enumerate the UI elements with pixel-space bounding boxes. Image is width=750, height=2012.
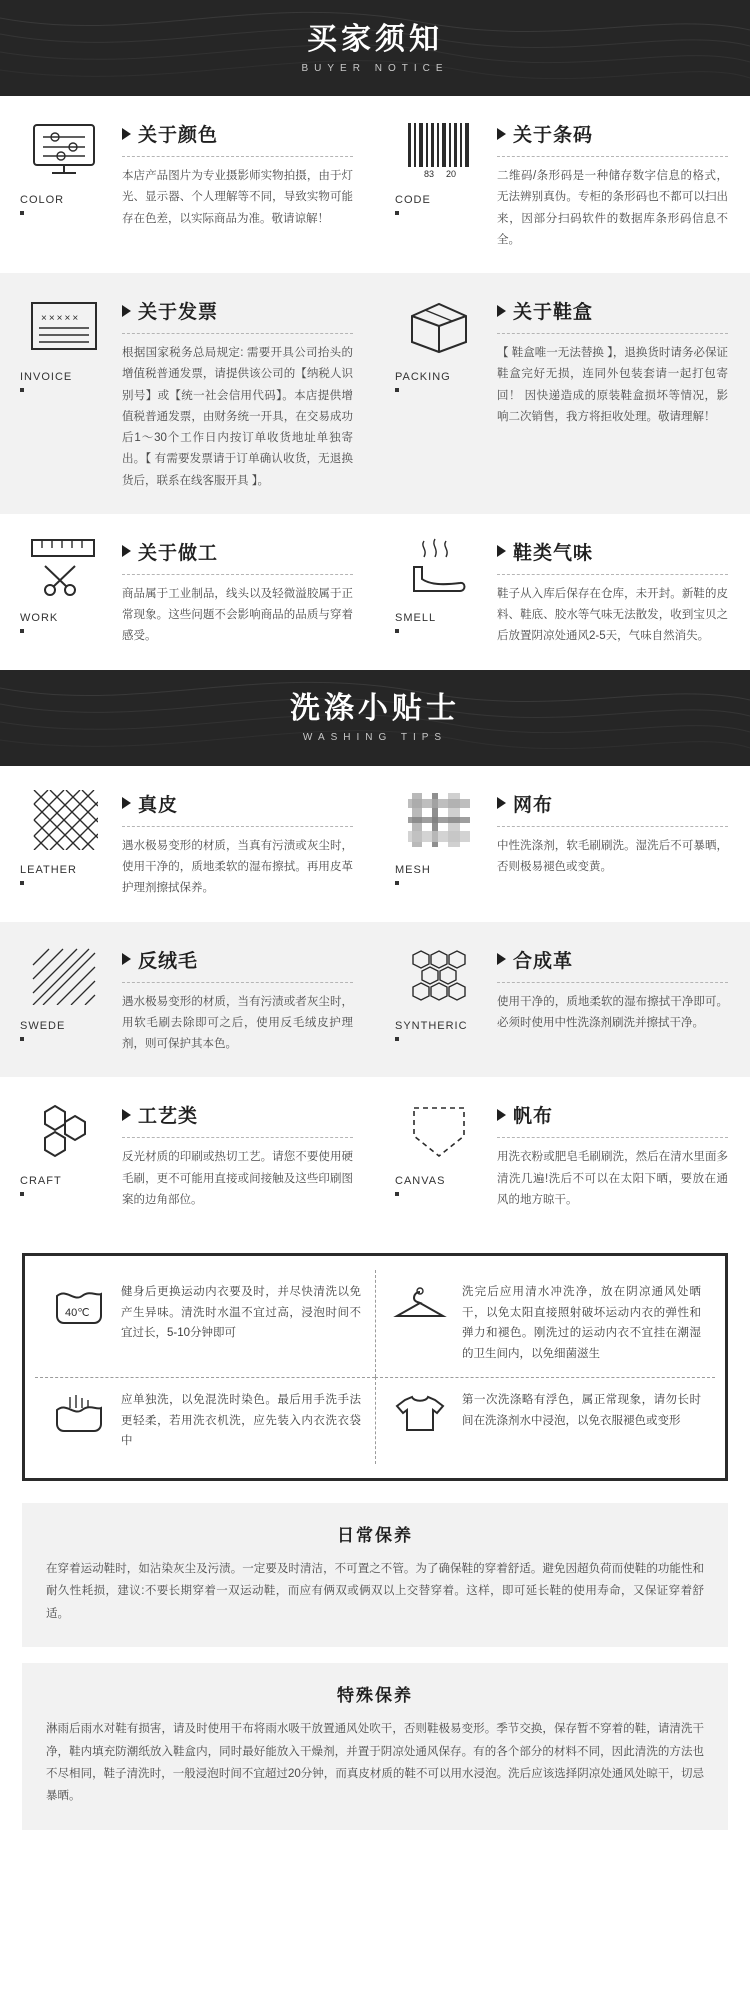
notice-item-code — [375, 96, 750, 273]
notice-item-invoice — [0, 273, 375, 514]
icon-label — [18, 864, 77, 885]
washing-body: 反光材质的印刷或热切工艺。请您不要使用硬毛刷，更不可能用直接或间接触及这些印刷图案的边角部位。 — [122, 1151, 353, 1206]
text-column — [122, 1099, 353, 1211]
notice-body: 【 鞋盒唯一无法替换 】，退换货时请务必保证鞋盒完好无损，连同外包装套请一起打包寄回！ 因快递造成的原装鞋盒损坏等情况，影响二次销售，我方将拒收处理。敬请理解！ — [497, 347, 728, 423]
text-column — [122, 788, 353, 900]
care-symbols-box — [22, 1253, 728, 1481]
notice-title: 鞋类气味 — [513, 542, 594, 564]
text-column — [497, 944, 728, 1056]
washing-heading — [122, 1101, 353, 1128]
divider — [122, 156, 353, 157]
care-symbols-grid — [35, 1270, 715, 1464]
banner-subtitle: BUYER NOTICE — [301, 62, 449, 74]
swede-hatch-icon — [27, 944, 101, 1008]
invoice-icon — [27, 295, 101, 359]
washing-title: 合成革 — [513, 950, 574, 972]
icon-label-text: SMELL — [395, 611, 437, 624]
box-icon — [402, 295, 476, 359]
notice-heading — [122, 538, 353, 565]
notice-title: 关于做工 — [138, 542, 219, 564]
washing-title: 工艺类 — [138, 1106, 199, 1128]
label-square-marker — [395, 881, 399, 885]
section-daily-care — [22, 1503, 728, 1647]
icon-label-text: CANVAS — [395, 1175, 446, 1188]
triangle-bullet-icon — [122, 545, 131, 557]
label-square-marker — [20, 211, 24, 215]
notice-title: 关于鞋盒 — [513, 302, 594, 324]
care-item-wash-temperature — [35, 1270, 375, 1377]
icon-label-text: PACKING — [395, 371, 451, 384]
label-square-marker — [395, 1192, 399, 1196]
divider — [497, 156, 728, 157]
text-column — [122, 118, 353, 251]
care-item-color-fade — [375, 1377, 715, 1464]
icon-label — [393, 1020, 468, 1041]
canvas-pocket-icon — [402, 1099, 476, 1163]
care-text: 洗完后应用清水冲洗净，放在阴凉通风处晒干，以免太阳直接照射破坏运动内衣的弹性和弹力和褪色。刚洗过的运动内衣不宜挂在潮湿的卫生间内，以免细菌滋生 — [462, 1286, 701, 1361]
icon-column — [18, 118, 110, 251]
care-text: 应单独洗，以免混洗时染色。最后用手洗手法更轻柔，若用洗衣机洗，应先装入内衣洗衣袋中 — [121, 1393, 361, 1448]
care-text: 第一次洗涤略有浮色，属正常现象，请勿长时间在洗涤剂水中浸泡，以免衣服褪色或变形 — [462, 1393, 701, 1427]
hanger-icon — [390, 1282, 450, 1326]
care-text: 健身后更换运动内衣要及时，并尽快清洗以免产生异味。清洗时水温不宜过高，浸泡时间不宜过长，5-10分钟即可 — [121, 1286, 361, 1340]
icon-label — [18, 371, 72, 392]
notice-body: 根据国家税务总局规定: 需要开具公司抬头的增值税普通发票，请提供该公司的【纳税人识别号】或【统一社会信用代码】。本店提供增值税普通发票，由财务统一开具，在交易成功后1～30个工作日内按订单收货地址单独寄出。【 有需要发票请于订单确认收货，无退换货后，联系在线客服开具 】。 — [122, 347, 353, 487]
monitor-icon — [27, 118, 101, 182]
notice-grid — [0, 96, 750, 670]
washing-body: 用洗衣粉或肥皂毛刷刷洗，然后在清水里面多清洗几遍!洗后不可以在太阳下晒，要放在通风的地方晾干。 — [497, 1151, 728, 1206]
washing-item-swede — [0, 922, 375, 1078]
notice-body: 本店产品图片为专业摄影师实物拍摄，由于灯光、显示器、个人理解等不同，导致实物可能存在色差，以实际商品为准。敬请谅解！ — [122, 170, 353, 225]
divider — [122, 333, 353, 334]
divider — [497, 826, 728, 827]
hand-wash-icon — [49, 1390, 109, 1434]
section-title: 特殊保养 — [337, 1686, 413, 1706]
wash-40-icon — [49, 1282, 109, 1326]
divider — [497, 574, 728, 575]
icon-label — [393, 194, 431, 215]
washing-item-mesh — [375, 766, 750, 922]
section-title: 日常保养 — [337, 1525, 413, 1545]
section-body: 在穿着运动鞋时，如沾染灰尘及污渍。一定要及时清洁，不可置之不管。为了确保鞋的穿着舒适。避免因超负荷而使鞋的功能性和耐久性耗损，建议:不要长期穿着一双运动鞋，而应有俩双或俩双以上交替穿着。这样，即可延长鞋的使用寿命，又保证穿着舒适。 — [46, 1562, 704, 1620]
footer-spacer — [0, 1830, 750, 1856]
text-column — [122, 536, 353, 648]
washing-item-syntheric — [375, 922, 750, 1078]
notice-heading — [497, 120, 728, 147]
icon-label — [393, 864, 431, 885]
washing-title: 网布 — [513, 794, 554, 816]
shoe-smell-icon — [402, 536, 476, 600]
triangle-bullet-icon — [497, 953, 506, 965]
honeycomb-icon — [402, 944, 476, 1008]
icon-column — [18, 295, 110, 492]
notice-body: 二维码/条形码是一种储存数字信息的格式，无法辨别真伪。专柜的条形码也不都可以扫出来，因部分扫码软件的数据库条形码信息不全。 — [497, 170, 728, 246]
washing-title: 反绒毛 — [138, 950, 199, 972]
banner-buyer-notice — [0, 0, 750, 96]
triangle-bullet-icon — [122, 128, 131, 140]
triangle-bullet-icon — [497, 128, 506, 140]
notice-title: 关于发票 — [138, 302, 219, 324]
notice-item-packing — [375, 273, 750, 514]
divider — [497, 1137, 728, 1138]
icon-label-text: SYNTHERIC — [395, 1019, 468, 1032]
notice-heading — [497, 538, 728, 565]
svg-text:×××××: ××××× — [41, 313, 81, 325]
icon-column — [393, 118, 485, 251]
barcode-icon — [402, 118, 476, 182]
label-square-marker — [395, 211, 399, 215]
notice-heading — [497, 297, 728, 324]
washing-item-craft — [0, 1077, 375, 1233]
divider — [497, 982, 728, 983]
care-item-hand-wash — [35, 1377, 375, 1464]
notice-heading — [122, 297, 353, 324]
washing-item-canvas — [375, 1077, 750, 1233]
section-special-care — [22, 1663, 728, 1830]
label-square-marker — [395, 388, 399, 392]
icon-label — [18, 1175, 62, 1196]
icon-label-text: CODE — [395, 194, 431, 206]
text-column — [497, 788, 728, 900]
washing-title: 帆布 — [513, 1106, 554, 1128]
divider — [122, 826, 353, 827]
washing-body: 中性洗涤剂，软毛刷刷洗。湿洗后不可暴晒，否则极易褪色或变黄。 — [497, 839, 728, 873]
svg-text:83: 83 — [424, 169, 435, 179]
washing-title: 真皮 — [138, 794, 179, 816]
triangle-bullet-icon — [497, 1109, 506, 1121]
notice-body: 商品属于工业制品，线头以及轻微溢胶属于正常现象。这些问题不会影响商品的品质与穿着感受。 — [122, 587, 353, 643]
triangle-bullet-icon — [122, 797, 131, 809]
washing-heading — [497, 790, 728, 817]
notice-heading — [122, 120, 353, 147]
icon-column — [393, 536, 485, 648]
leather-grid-icon — [27, 788, 101, 852]
banner-title: 买家须知 — [307, 22, 443, 56]
svg-text:40℃: 40℃ — [65, 1307, 90, 1320]
icon-label-text: WORK — [20, 611, 59, 624]
triangle-bullet-icon — [497, 305, 506, 317]
washing-body: 使用干净的，质地柔软的湿布擦拭干净即可。必须时使用中性洗涤剂刷洗并擦拭干净。 — [497, 995, 728, 1029]
notice-title: 关于颜色 — [138, 125, 219, 146]
icon-column — [18, 788, 110, 900]
label-square-marker — [20, 1192, 24, 1196]
label-square-marker — [20, 881, 24, 885]
icon-label-text: LEATHER — [20, 863, 77, 876]
washing-body: 遇水极易变形的材质，当有污渍或者灰尘时，用软毛刷去除即可之后，使用反毛绒皮护理剂，则可保护其本色。 — [122, 995, 353, 1051]
notice-body: 鞋子从入库后保存在仓库，未开封。新鞋的皮料、鞋底、胶水等气味无法散发，收到宝贝之后放置阴凉处通风2-5天，气味自然消失。 — [497, 587, 728, 643]
care-item-dry-shade — [375, 1270, 715, 1377]
icon-column — [393, 295, 485, 492]
icon-label — [393, 612, 436, 633]
section-body: 淋雨后雨水对鞋有损害，请及时使用干布将雨水吸干放置通风处吹干，否则鞋极易变形。季节交换，保存暂不穿着的鞋，请清洗干净，鞋内填充防潮纸放入鞋盒内，同时最好能放入干燥剂，并置于阴凉处通风保存。有的各个部分的材料不同，因此清洗的方法也不尽相同，鞋子清洗时，一般浸泡时间不宜超过20分钟，而真皮材质的鞋不可以用水浸泡。洗后应该选择阴凉处通风处晾干，切忌暴晒。 — [46, 1723, 704, 1803]
notice-item-work — [0, 514, 375, 670]
care-symbols-section — [0, 1233, 750, 1487]
triangle-bullet-icon — [122, 1109, 131, 1121]
washing-item-leather — [0, 766, 375, 922]
hex-cluster-icon — [27, 1099, 101, 1163]
notice-item-smell — [375, 514, 750, 670]
text-column — [497, 295, 728, 492]
text-column — [497, 1099, 728, 1211]
notice-title: 关于条码 — [513, 125, 594, 146]
banner-washing-tips — [0, 670, 750, 766]
text-column — [497, 118, 728, 251]
text-column — [497, 536, 728, 648]
icon-column — [393, 788, 485, 900]
divider — [122, 982, 353, 983]
label-square-marker — [20, 629, 24, 633]
icon-label-text: MESH — [395, 863, 431, 876]
tshirt-icon — [390, 1390, 450, 1434]
banner-title: 洗涤小贴士 — [290, 692, 460, 726]
triangle-bullet-icon — [122, 953, 131, 965]
banner-subtitle: WASHING TIPS — [302, 732, 448, 744]
text-column — [122, 944, 353, 1056]
icon-column — [18, 1099, 110, 1211]
washing-heading — [122, 946, 353, 973]
divider — [497, 333, 728, 334]
text-column — [122, 295, 353, 492]
icon-label — [393, 371, 451, 392]
icon-column — [18, 536, 110, 648]
icon-label-text: SWEDE — [20, 1019, 66, 1032]
icon-label-text: INVOICE — [20, 371, 73, 384]
washing-heading — [122, 790, 353, 817]
label-square-marker — [20, 388, 24, 392]
triangle-bullet-icon — [497, 797, 506, 809]
label-square-marker — [20, 1037, 24, 1041]
icon-label — [18, 1020, 65, 1041]
washing-heading — [497, 1101, 728, 1128]
washing-heading — [497, 946, 728, 973]
label-square-marker — [395, 629, 399, 633]
icon-label-text: CRAFT — [20, 1175, 62, 1188]
icon-column — [18, 944, 110, 1056]
notice-item-color — [0, 96, 375, 273]
washing-grid — [0, 766, 750, 1233]
triangle-bullet-icon — [497, 545, 506, 557]
triangle-bullet-icon — [122, 305, 131, 317]
svg-text:20: 20 — [446, 169, 457, 179]
divider — [122, 1137, 353, 1138]
icon-label-text: COLOR — [20, 194, 65, 206]
icon-label — [18, 194, 64, 215]
mesh-icon — [402, 788, 476, 852]
divider — [122, 574, 353, 575]
icon-column — [393, 1099, 485, 1211]
icon-column — [393, 944, 485, 1056]
icon-label — [393, 1175, 445, 1196]
washing-body: 遇水极易变形的材质，当真有污渍或灰尘时，使用干净的，质地柔软的湿布擦拭。再用皮革护理剂擦拭保养。 — [122, 839, 353, 895]
label-square-marker — [395, 1037, 399, 1041]
ruler-scissors-icon — [27, 536, 101, 600]
icon-label — [18, 612, 58, 633]
